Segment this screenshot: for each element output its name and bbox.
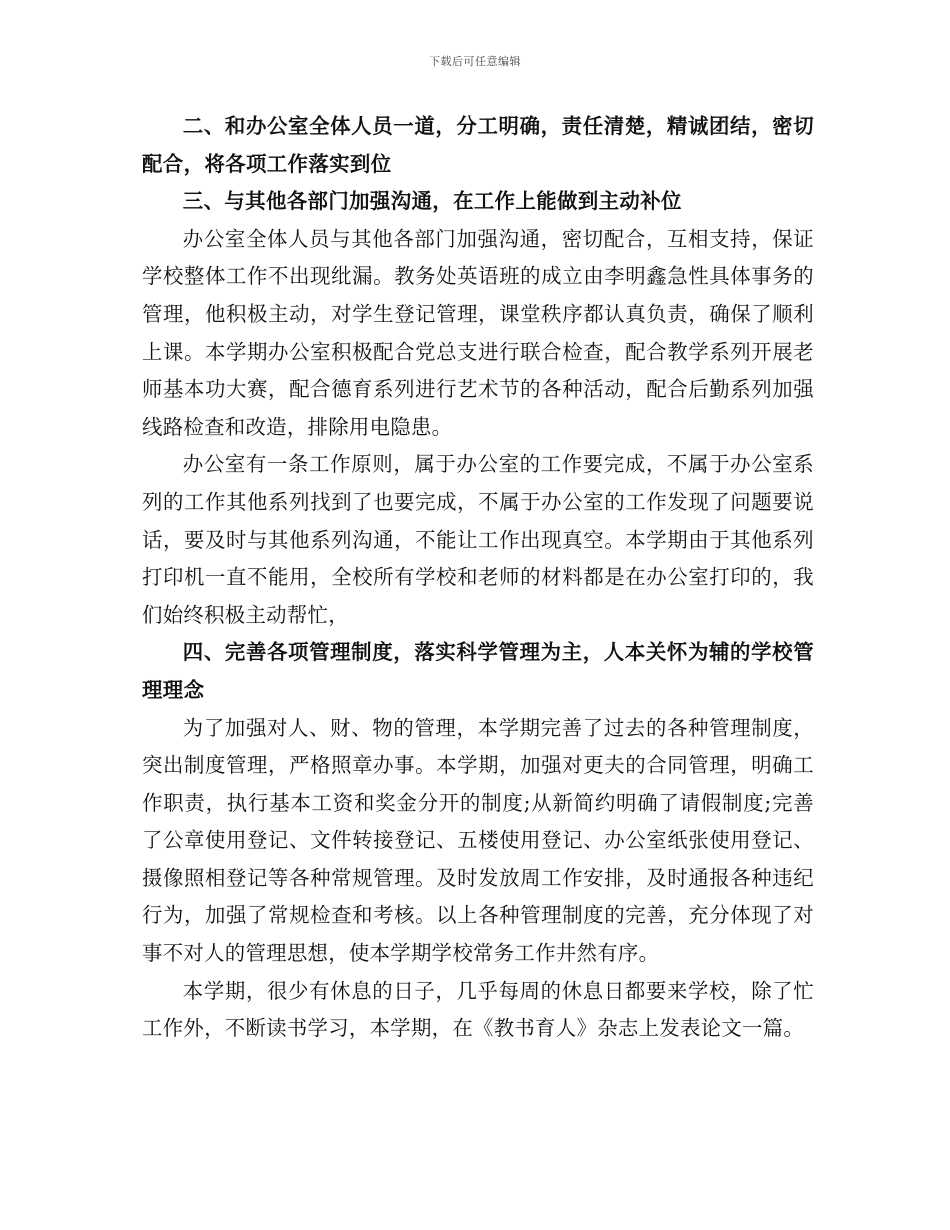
body-paragraph: 办公室全体人员与其他各部门加强沟通，密切配合，互相支持，保证学校整体工作不出现纰漏。教务处英语班的成立由李明鑫急性具体事务的管理，他积极主动，对学生登记管理，课堂秩序都认真负责，确保了顺利上课。本学期办公室积极配合党总支进行联合检查，配合教学系列开展老师基本功大赛，配合德育系列进行艺术节的各种活动，配合后勤系列加强线路检查和改造，排除用电隐患。 (142, 226, 814, 439)
body-paragraph: 办公室有一条工作原则，属于办公室的工作要完成，不属于办公室系列的工作其他系列找到了也要完成，不属于办公室的工作发现了问题要说话，要及时与其他系列沟通，不能让工作出现真空。本学期由于其他系列打印机一直不能用，全校所有学校和老师的材料都是在办公室打印的，我们始终积极主动帮忙， (142, 452, 814, 627)
section-heading-3: 三、与其他各部门加强沟通，在工作上能做到主动补位 (182, 189, 682, 214)
section-heading-2: 二、和办公室全体人员一道，分工明确，责任清楚，精诚团结，密切配合，将各项工作落实到位 (142, 114, 814, 176)
document-body (142, 108, 814, 1048)
section-heading-4: 四、完善各项管理制度，落实科学管理为主，人本关怀为辅的学校管理理念 (142, 640, 814, 702)
body-paragraph: 本学期，很少有休息的日子，几乎每周的休息日都要来学校，除了忙工作外，不断读书学习，本学期，在《教书育人》杂志上发表论文一篇。 (142, 978, 814, 1041)
body-paragraph: 为了加强对人、财、物的管理，本学期完善了过去的各种管理制度，突出制度管理，严格照章办事。本学期，加强对更夫的合同管理，明确工作职责，执行基本工资和奖金分开的制度;从新简约明确了请假制度;完善了公章使用登记、文件转接登记、五楼使用登记、办公室纸张使用登记、摄像照相登记等各种常规管理。及时发放周工作安排，及时通报各种违纪行为，加强了常规检查和考核。以上各种管理制度的完善，充分体现了对事不对人的管理思想，使本学期学校常务工作井然有序。 (142, 715, 814, 966)
page-header: 下载后可任意编辑 (429, 55, 521, 68)
